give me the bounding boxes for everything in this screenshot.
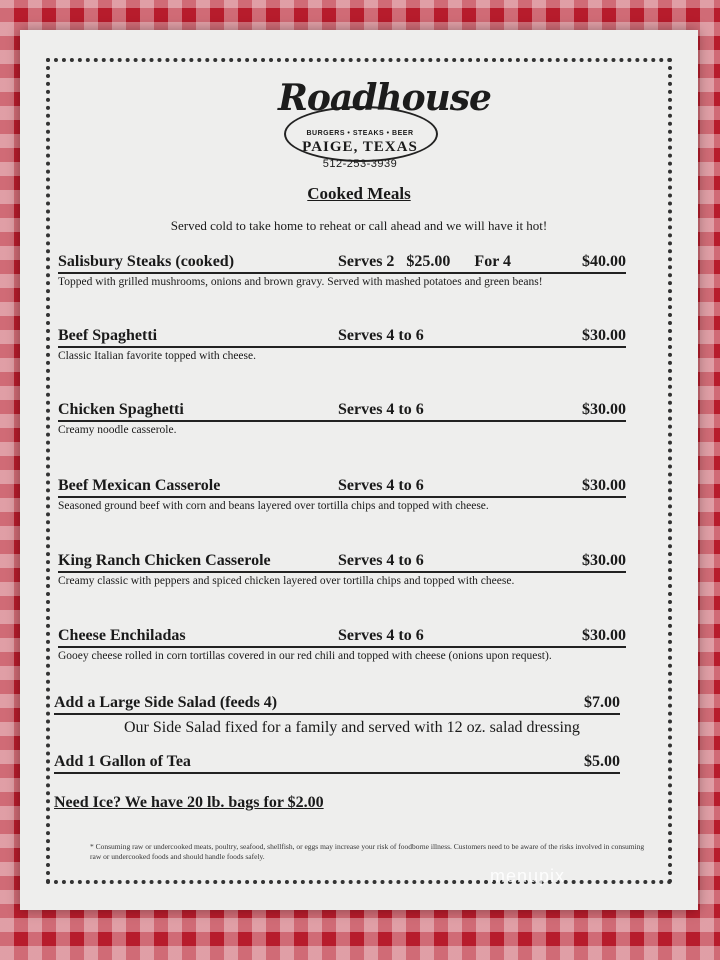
menu-item-line [58, 400, 626, 422]
menu-item-king-ranch-chicken-casserole [58, 551, 626, 587]
menu-item-price: $30.00 [582, 327, 626, 344]
menu-item-serves: Serves 4 to 6 [338, 627, 424, 644]
menu-item-line [58, 476, 626, 498]
menu-item-beef-mexican-casserole [58, 476, 626, 512]
menu-item-description: Topped with grilled mushrooms, onions and brown gravy. Served with mashed potatoes and green beans! [58, 276, 543, 288]
dotted-border-right [668, 58, 672, 884]
menu-item-line [58, 626, 626, 648]
menu-item-description: Creamy classic with peppers and spiced chicken layered over tortilla chips and topped with cheese. [58, 575, 515, 587]
side-item-line [54, 752, 620, 774]
side-item-gallon-tea [54, 752, 620, 774]
menu-item-line [58, 252, 626, 274]
menu-item-price: $30.00 [582, 401, 626, 418]
logo-name: Roadhouse [278, 77, 491, 119]
menu-item-serves: Serves 4 to 6 [338, 327, 424, 344]
menu-item-name: Beef Spaghetti [58, 327, 158, 344]
menu-item-name: Salisbury Steaks (cooked) [58, 253, 235, 270]
side-item-price: $7.00 [584, 694, 620, 711]
ice-offer: Need Ice? We have 20 lb. bags for $2.00 [54, 794, 324, 811]
side-item-name: Add a Large Side Salad (feeds 4) [54, 694, 278, 711]
roadhouse-logo [278, 77, 491, 170]
menu-item-price: $40.00 [582, 253, 626, 270]
menu-item-name: Chicken Spaghetti [58, 401, 184, 418]
side-item-large-salad [54, 693, 620, 737]
menu-item-serves: Serves 2 $25.00 For 4 [338, 253, 512, 270]
menu-item-chicken-spaghetti [58, 400, 626, 436]
menu-item-name: King Ranch Chicken Casserole [58, 552, 271, 569]
menu-item-line [58, 326, 626, 348]
dotted-border-left [46, 58, 50, 884]
menu-intro: Served cold to take home to reheat or call ahead and we will have it hot! [170, 218, 548, 233]
side-item-name: Add 1 Gallon of Tea [54, 753, 191, 770]
menu-item-beef-spaghetti [58, 326, 626, 362]
menu-item-price: $30.00 [582, 552, 626, 569]
watermark: menupix [490, 866, 566, 886]
side-item-price: $5.00 [584, 753, 620, 770]
menu-item-name: Beef Mexican Casserole [58, 477, 221, 494]
side-item-line [54, 693, 620, 715]
side-item-description: Our Side Salad fixed for a family and served with 12 oz. salad dressing [124, 719, 580, 736]
menu-sheet [20, 30, 698, 910]
menu-item-salisbury-steaks [58, 252, 626, 288]
menu-item-description: Gooey cheese rolled in corn tortillas covered in our red chili and topped with cheese (onions upon request). [58, 650, 552, 662]
dotted-border-top [46, 58, 672, 62]
menu-item-price: $30.00 [582, 477, 626, 494]
menu-item-price: $30.00 [582, 627, 626, 644]
logo-location: PAIGE, TEXAS [302, 139, 418, 155]
menu-item-line [58, 551, 626, 573]
menu-item-serves: Serves 4 to 6 [338, 401, 424, 418]
logo-tagline: BURGERS • STEAKS • BEER [306, 130, 414, 137]
menu-item-description: Classic Italian favorite topped with cheese. [58, 350, 256, 362]
menu-item-serves: Serves 4 to 6 [338, 552, 424, 569]
menu-item-name: Cheese Enchiladas [58, 627, 186, 644]
menu-item-description: Creamy noodle casserole. [58, 424, 177, 436]
logo-phone: 512-253-3939 [322, 158, 398, 170]
menu-title: Cooked Meals [307, 184, 411, 203]
food-safety-disclaimer: * Consuming raw or undercooked meats, poultry, seafood, shellfish, or eggs may increase your risk of foodborne illness. Customers need to be aware of the risks involved in consuming raw or undercooked foods and should handle foods safely. [90, 842, 645, 861]
dotted-border-bottom [46, 880, 672, 884]
menu-item-cheese-enchiladas [58, 626, 626, 662]
menu-item-serves: Serves 4 to 6 [338, 477, 424, 494]
menu-item-description: Seasoned ground beef with corn and beans layered over tortilla chips and topped with cheese. [58, 500, 489, 512]
